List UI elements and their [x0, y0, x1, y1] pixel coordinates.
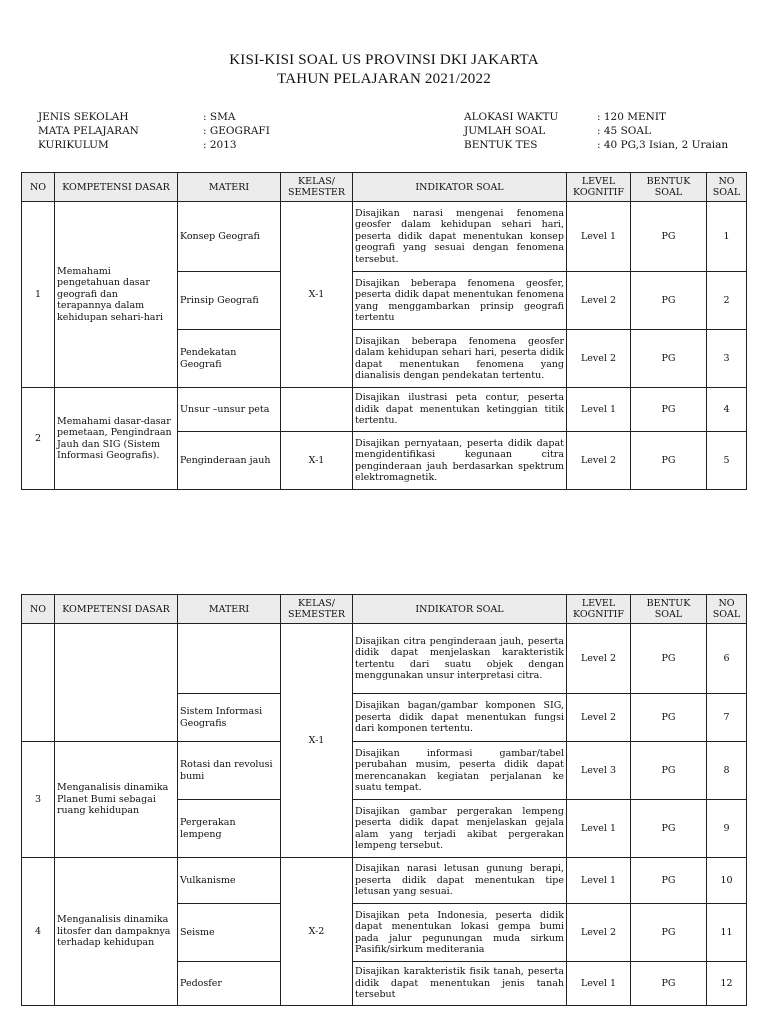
cell-materi: Sistem Informasi Geografis	[178, 694, 281, 742]
col-header-bentuk-soal: BENTUK SOAL	[631, 595, 707, 624]
cell-level: Level 2	[567, 330, 631, 388]
cell-indikator: Disajikan citra penginderaan jauh, peserta didik dapat menjelaskan karakteristik tertentu dari suatu objek dengan menggunakan unsur interpretasi citra.	[353, 624, 567, 694]
cell-materi: Pergerakan lempeng	[178, 800, 281, 858]
cell-indikator: Disajikan ilustrasi peta contur, peserta didik dapat menentukan ketinggian titik tertentu.	[353, 388, 567, 432]
cell-bentuk: PG	[631, 330, 707, 388]
meta-row-kurikulum	[38, 138, 270, 152]
cell-bentuk: PG	[631, 742, 707, 800]
meta-key: ALOKASI WAKTU	[464, 111, 559, 123]
col-header-no: NO	[22, 173, 55, 202]
cell-bentuk: PG	[631, 272, 707, 330]
meta-row-alokasi-waktu	[464, 110, 728, 124]
cell-level: Level 1	[567, 962, 631, 1006]
col-header-kelas-semester: KELAS/ SEMESTER	[281, 173, 353, 202]
cell-level: Level 2	[567, 432, 631, 490]
table-header-row	[22, 173, 747, 202]
table-row	[22, 202, 747, 272]
cell-indikator: Disajikan informasi gambar/tabel perubahan musim, peserta didik dapat merencanakan kegiatan perjalanan ke suatu tempat.	[353, 742, 567, 800]
table-row	[22, 858, 747, 904]
cell-indikator: Disajikan peta Indonesia, peserta didik dapat menentukan lokasi gempa bumi pada jalur pegunungan muda sirkum Pasifik/sirkum mediterania	[353, 904, 567, 962]
meta-value: : 45 SOAL	[597, 125, 651, 137]
col-header-no-soal: NO SOAL	[707, 595, 747, 624]
cell-level: Level 3	[567, 742, 631, 800]
meta-value: : 120 MENIT	[597, 111, 667, 123]
cell-bentuk: PG	[631, 858, 707, 904]
cell-kompetensi-dasar: Memahami dasar-dasar pemetaan, Pengindraan Jauh dan SIG (Sistem Informasi Geografis).	[55, 388, 178, 490]
cell-no-soal: 5	[707, 432, 747, 490]
cell-no-soal: 10	[707, 858, 747, 904]
col-header-no-soal: NO SOAL	[707, 173, 747, 202]
cell-indikator: Disajikan karakteristik fisik tanah, peserta didik dapat menentukan jenis tanah tersebut	[353, 962, 567, 1006]
cell-materi: Pedosfer	[178, 962, 281, 1006]
meta-row-mata-pelajaran	[38, 124, 270, 138]
cell-level: Level 1	[567, 858, 631, 904]
cell-materi: Prinsip Geografi	[178, 272, 281, 330]
cell-no-soal: 9	[707, 800, 747, 858]
document-title-line2: TAHUN PELAJARAN 2021/2022	[277, 71, 491, 87]
col-header-kompetensi-dasar: KOMPETENSI DASAR	[55, 173, 178, 202]
cell-kelas	[281, 388, 353, 432]
cell-level: Level 2	[567, 694, 631, 742]
col-header-level-kognitif: LEVEL KOGNITIF	[567, 595, 631, 624]
meta-row-jenis-sekolah	[38, 110, 270, 124]
cell-kelas: X-1	[281, 202, 353, 388]
col-header-bentuk-soal: BENTUK SOAL	[631, 173, 707, 202]
meta-key: KURIKULUM	[38, 139, 109, 151]
col-header-no: NO	[22, 595, 55, 624]
cell-indikator: Disajikan beberapa fenomena geosfer, peserta didik dapat menentukan fenomena yang menggambarkan prinsip geografi tertentu	[353, 272, 567, 330]
cell-no-soal: 4	[707, 388, 747, 432]
meta-key: JENIS SEKOLAH	[38, 111, 129, 123]
cell-bentuk: PG	[631, 800, 707, 858]
cell-bentuk: PG	[631, 432, 707, 490]
cell-materi: Pendekatan Geografi	[178, 330, 281, 388]
meta-value: : 40 PG,3 Isian, 2 Uraian	[597, 139, 729, 151]
cell-kelas: X-1	[281, 624, 353, 858]
meta-key: JUMLAH SOAL	[464, 125, 546, 137]
cell-level: Level 2	[567, 272, 631, 330]
cell-no-soal: 11	[707, 904, 747, 962]
col-header-indikator-soal: INDIKATOR SOAL	[353, 595, 567, 624]
cell-materi: Konsep Geografi	[178, 202, 281, 272]
meta-right	[464, 110, 728, 152]
document-title-line1: KISI-KISI SOAL US PROVINSI DKI JAKARTA	[229, 52, 539, 68]
meta-value: : SMA	[203, 111, 236, 123]
col-header-kelas-semester: KELAS/ SEMESTER	[281, 595, 353, 624]
cell-materi: Seisme	[178, 904, 281, 962]
cell-bentuk: PG	[631, 694, 707, 742]
col-header-level-kognitif: LEVEL KOGNITIF	[567, 173, 631, 202]
col-header-indikator-soal: INDIKATOR SOAL	[353, 173, 567, 202]
col-header-materi: MATERI	[178, 173, 281, 202]
meta-row-bentuk-tes	[464, 138, 728, 152]
cell-indikator: Disajikan narasi letusan gunung berapi, peserta didik dapat menentukan tipe letusan yang sesuai.	[353, 858, 567, 904]
meta-key: BENTUK TES	[464, 139, 538, 151]
table-row	[22, 388, 747, 432]
cell-level: Level 1	[567, 388, 631, 432]
cell-level: Level 2	[567, 624, 631, 694]
cell-materi: Rotasi dan revolusi bumi	[178, 742, 281, 800]
cell-no-soal: 1	[707, 202, 747, 272]
kisi-kisi-table-2	[21, 594, 747, 1006]
table-row	[22, 624, 747, 694]
cell-kelas: X-2	[281, 858, 353, 1006]
cell-indikator: Disajikan gambar pergerakan lempeng peserta didik dapat menjelaskan gejala alam yang terjadi akibat pergerakan lempeng tersebut.	[353, 800, 567, 858]
cell-kompetensi-dasar: Menganalisis dinamika litosfer dan dampaknya terhadap kehidupan	[55, 858, 178, 1006]
cell-no: 4	[22, 858, 55, 1006]
meta-key: MATA PELAJARAN	[38, 125, 139, 137]
meta-row-jumlah-soal	[464, 124, 728, 138]
col-header-materi: MATERI	[178, 595, 281, 624]
cell-kompetensi-dasar: Menganalisis dinamika Planet Bumi sebagai ruang kehidupan	[55, 742, 178, 858]
table-row	[22, 742, 747, 800]
kisi-kisi-table-1	[21, 172, 747, 490]
cell-indikator: Disajikan bagan/gambar komponen SIG, peserta didik dapat menentukan fungsi dari komponen tertentu.	[353, 694, 567, 742]
cell-indikator: Disajikan narasi mengenai fenomena geosfer dalam kehidupan sehari hari, peserta didik dapat menentukan konsep geografi yang sesuai dengan fenomena tersebut.	[353, 202, 567, 272]
col-header-kompetensi-dasar: KOMPETENSI DASAR	[55, 595, 178, 624]
table-header-row	[22, 595, 747, 624]
cell-bentuk: PG	[631, 388, 707, 432]
meta-value: : 2013	[203, 139, 237, 151]
cell-kompetensi-dasar	[55, 624, 178, 742]
cell-no-soal: 12	[707, 962, 747, 1006]
cell-materi: Vulkanisme	[178, 858, 281, 904]
meta-value: : GEOGRAFI	[203, 125, 270, 137]
cell-no-soal: 2	[707, 272, 747, 330]
cell-no-soal: 3	[707, 330, 747, 388]
cell-kompetensi-dasar: Memahami pengetahuan dasar geografi dan terapannya dalam kehidupan sehari-hari	[55, 202, 178, 388]
cell-no	[22, 624, 55, 742]
cell-kelas: X-1	[281, 432, 353, 490]
cell-no-soal: 8	[707, 742, 747, 800]
cell-no-soal: 6	[707, 624, 747, 694]
cell-bentuk: PG	[631, 962, 707, 1006]
cell-no: 2	[22, 388, 55, 490]
cell-level: Level 1	[567, 202, 631, 272]
cell-bentuk: PG	[631, 624, 707, 694]
cell-materi: Unsur –unsur peta	[178, 388, 281, 432]
cell-bentuk: PG	[631, 904, 707, 962]
cell-bentuk: PG	[631, 202, 707, 272]
cell-indikator: Disajikan beberapa fenomena geosfer dalam kehidupan sehari hari, peserta didik dapat menentukan fenomena yang dianalisis dengan pendekatan tertentu.	[353, 330, 567, 388]
cell-no: 1	[22, 202, 55, 388]
cell-level: Level 2	[567, 904, 631, 962]
cell-no-soal: 7	[707, 694, 747, 742]
cell-no: 3	[22, 742, 55, 858]
cell-materi	[178, 624, 281, 694]
cell-materi: Penginderaan jauh	[178, 432, 281, 490]
cell-indikator: Disajikan pernyataan, peserta didik dapat mengidentifikasi kegunaan citra penginderaan jauh berdasarkan spektrum elektromagnetik.	[353, 432, 567, 490]
cell-level: Level 1	[567, 800, 631, 858]
meta-left	[38, 110, 270, 152]
